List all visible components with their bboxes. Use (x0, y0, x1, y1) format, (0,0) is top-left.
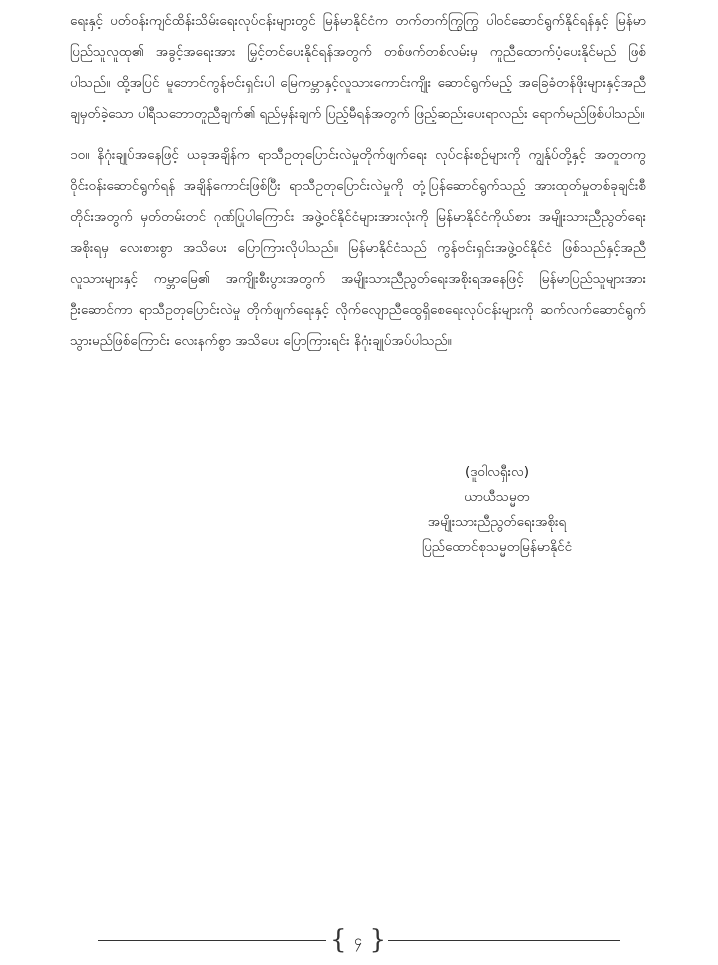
signature-block (392, 460, 602, 560)
document-body (70, 6, 646, 357)
footer-rule-left (98, 940, 326, 941)
signatory-name: (ဒူဝါလရှီးလ) (465, 464, 529, 480)
footer-rule-right (388, 940, 620, 941)
page-number-frame (330, 926, 386, 956)
page-footer (98, 926, 620, 956)
paragraph-10-conclusion: ၁၀။ နိဂုံးချုပ်အနေဖြင့် ယခုအချိန်က ရာသီဥတုပြောင်းလဲမှုတိုက်ဖျက်ရေး လုပ်ငန်းစဉ်များကို ကျွန်ုပ်တို့နှင့် အတူတကွ ဝိုင်းဝန်းဆောင်ရွက်ရန် အချိန်ကောင်းဖြစ်ပြီး ရာသီဥတုပြောင်းလဲမှုကို တုံ့ပြန်ဆောင်ရွက်သည့် အားထုတ်မှုတစ်ခုချင်းစီတိုင်းအတွက် မှတ်တမ်းတင် ဂုဏ်ပြုပါကြောင်း အဖွဲ့ဝင်နိုင်ငံများအားလုံးကို မြန်မာနိုင်ငံကိုယ်စား အမျိုးသားညီညွတ်ရေးအစိုးရမှ လေးစားစွာ အသိပေး ပြောကြားလိုပါသည်။ မြန်မာနိုင်ငံသည် ကွန်ဗင်းရှင်းအဖွဲ့ဝင်နိုင်ငံ ဖြစ်သည်နှင့်အညီ လူသားများနှင့် ကမ္ဘာမြေ၏ အကျိုးစီးပွားအတွက် အမျိုးသားညီညွတ်ရေးအစိုးရအနေဖြင့် မြန်မာပြည်သူများအား ဦးဆောင်ကာ ရာသီဥတုပြောင်းလဲမှု တိုက်ဖျက်ရေးနှင့် လိုက်လျောညီထွေရှိစေရေးလုပ်ငန်းများကို ဆက်လက်ဆောင်ရွက်သွားမည်ဖြစ်ကြောင်း လေးနက်စွာ အသိပေး ပြောကြားရင်း နိဂုံးချုပ်အပ်ပါသည်။ (70, 147, 646, 349)
brace-close-glyph: } (369, 925, 386, 955)
signatory-country: ပြည်ထောင်စုသမ္မတမြန်မာနိုင်ငံ (421, 539, 573, 555)
signatory-title: ယာယီသမ္မတ (464, 489, 530, 505)
brace-open-glyph: { (330, 925, 347, 955)
paragraph-continuation: ရေးနှင့် ပတ်ဝန်းကျင်ထိန်းသိမ်းရေးလုပ်ငန်းများတွင် မြန်မာနိုင်ငံက တက်တက်ကြွကြွ ပါဝင်ဆောင်ရွက်နိုင်ရန်နှင့် မြန်မာပြည်သူလူထု၏ အခွင့်အရေးအား မြှင့်တင်ပေးနိုင်ရန်အတွက် တစ်ဖက်တစ်လမ်းမှ ကူညီထောက်ပံ့ပေးနိုင်မည် ဖြစ်ပါသည်။ ထို့အပြင် မူဘောင်ကွန်ဗင်းရှင်းပါ မြေကမ္ဘာနှင့်လူသားကောင်းကျိုး ဆောင်ရွက်မည့် အခြေခံတန်ဖိုးများနှင့်အညီ ချမှတ်ခဲ့သော ပါရီသဘောတူညီချက်၏ ရည်မှန်းချက် ပြည့်မီရန်အတွက် ဖြည့်ဆည်းပေးရာလည်း ရောက်မည်ဖြစ်ပါသည်။ (70, 13, 646, 122)
page-number: ၄ (354, 933, 362, 949)
signatory-organization: အမျိုးသားညီညွတ်ရေးအစိုးရ (427, 514, 567, 530)
